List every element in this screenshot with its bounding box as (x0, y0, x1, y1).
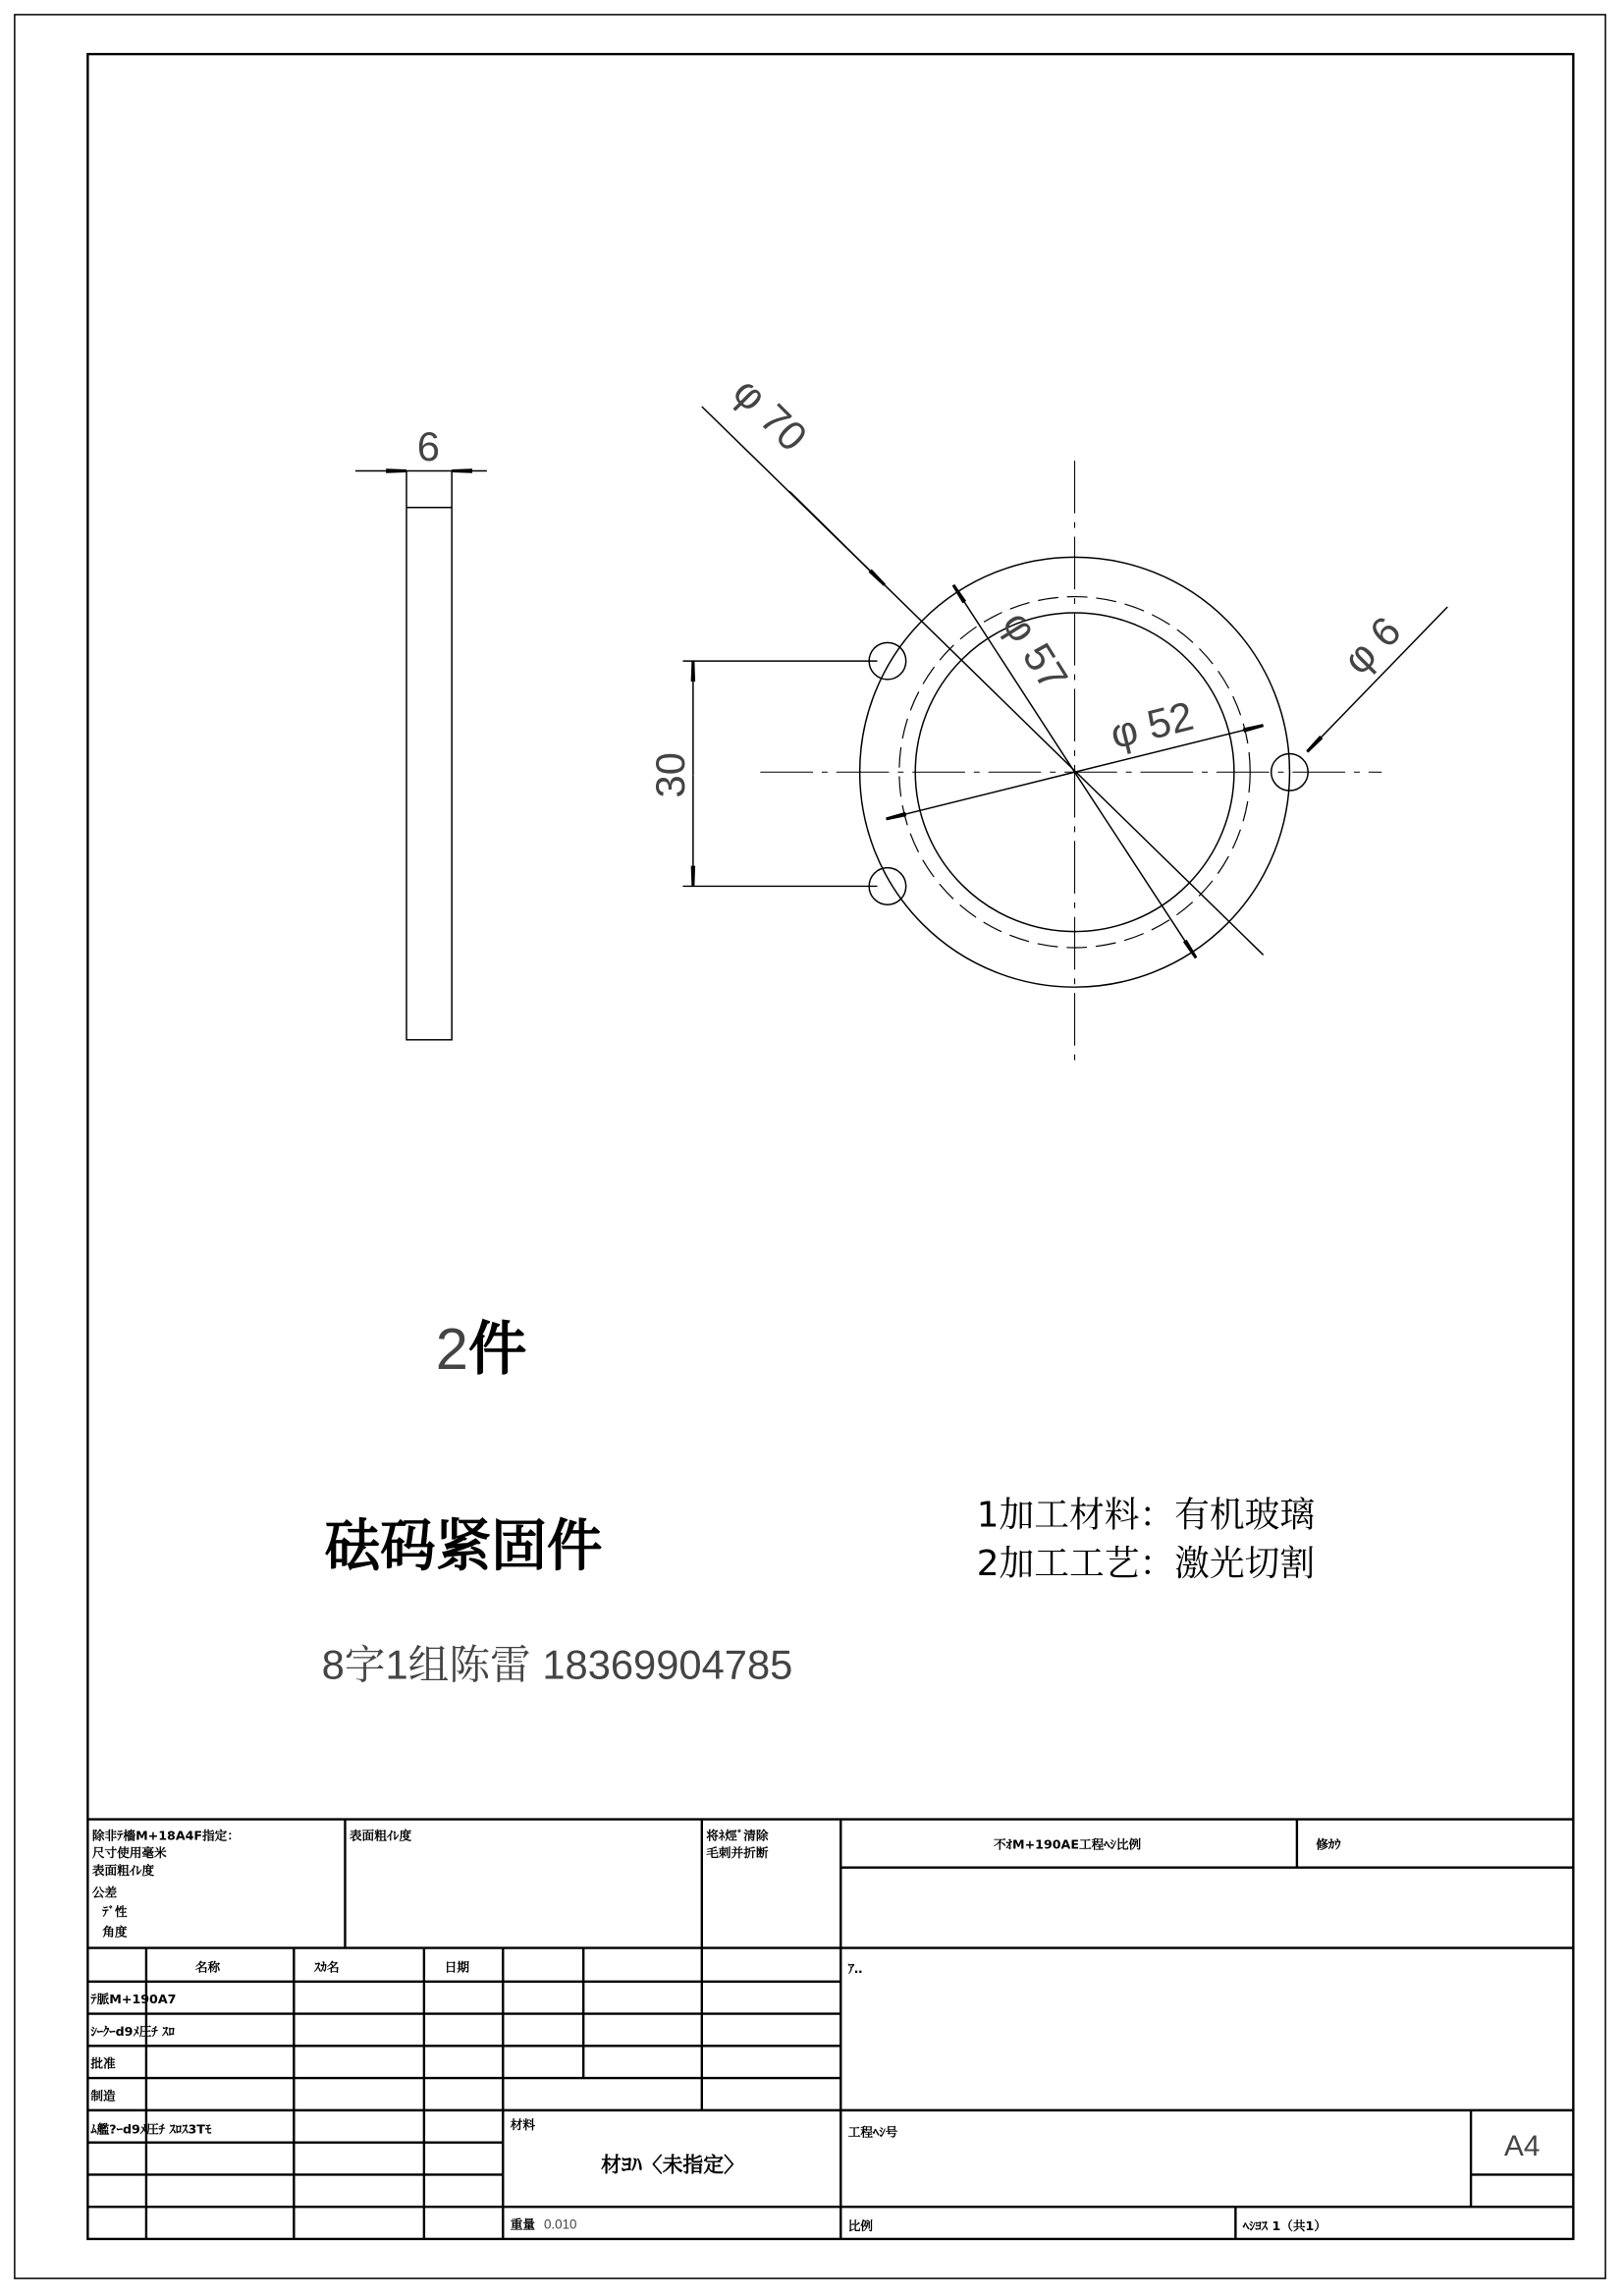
weight-label: 重量 (510, 2216, 536, 2232)
row-label: 制造 (90, 2088, 116, 2104)
hole-spacing-dimension: 30 (646, 752, 693, 798)
revision-label: 修ｶｳ (1316, 1836, 1341, 1852)
scale-label: 比例 (847, 2217, 874, 2233)
material-value: 材ﾖﾊ〈未指定〉 (601, 2153, 744, 2177)
sheet-size: A4 (1504, 2130, 1541, 2163)
front-view (647, 368, 1447, 1067)
title-label: ｱ‥ (847, 1960, 863, 1976)
material-label: 材料 (510, 2117, 536, 2133)
side-view (355, 423, 487, 1040)
inner-frame (87, 54, 1573, 2239)
outer-diameter-dimension: φ 70 (724, 367, 817, 461)
general-note: 公差 (91, 1885, 118, 1900)
deburr-note: 将ﾈ烴ﾞ清除 (706, 1828, 769, 1843)
general-note: 尺寸使用毫米 (91, 1845, 167, 1861)
note-process: 2加工工艺：激光切割 (976, 1543, 1316, 1584)
part-name: 砝码紧固件 (324, 1513, 603, 1579)
general-note: 角度 (102, 1924, 128, 1940)
pcd-dimension: φ 57 (994, 602, 1078, 698)
quantity (436, 1316, 527, 1384)
col-name: 名称 (194, 1959, 221, 1975)
inner-diameter-dimension: φ 52 (1106, 691, 1198, 758)
general-note: 除非ﾃ檣M+18A4F指定： (91, 1828, 240, 1843)
row-label: 批准 (90, 2055, 116, 2071)
thickness-dimension: 6 (416, 423, 440, 470)
surface-label: 表面粗ｲﾚ度 (349, 1828, 412, 1843)
weight-value: 0.010 (543, 2216, 577, 2232)
quantity-unit: 件 (467, 1315, 527, 1384)
header-right: 不ｵM+190AE工程ﾍｼ比例 (994, 1836, 1142, 1852)
title-block (87, 1820, 1573, 2239)
general-note: 表面粗ｲﾚ度 (91, 1863, 155, 1879)
hole-diameter-dimension: φ 6 (1333, 607, 1410, 683)
row-label: ﾑ艦?ｰd9ﾒ圧ﾁ ｽﾛｽ3Tﾓ (90, 2121, 212, 2137)
quantity-number: 2 (435, 1315, 468, 1382)
outer-border (15, 15, 1605, 2278)
author-info: 8字1组陈雷 18369904785 (321, 1641, 793, 1688)
row-label: ﾃ脈M+190A7 (90, 1992, 177, 2007)
col-date: 日期 (444, 1959, 470, 1975)
row-label: ｼｰｸｰd9ﾒ圧ﾁ ｽﾛ (90, 2023, 175, 2039)
note-material: 1加工材料：有机玻璃 (976, 1495, 1316, 1536)
drawing-number-label: 工程ﾍｼ号 (847, 2124, 898, 2140)
general-note: ﾃﾞ性 (102, 1903, 128, 1919)
deburr-note: 毛刺并折断 (706, 1845, 769, 1861)
col-sign: ｽｶ名 (314, 1959, 340, 1975)
sheet-count: ﾍｼﾖｽ 1（共1） (1242, 2217, 1327, 2233)
